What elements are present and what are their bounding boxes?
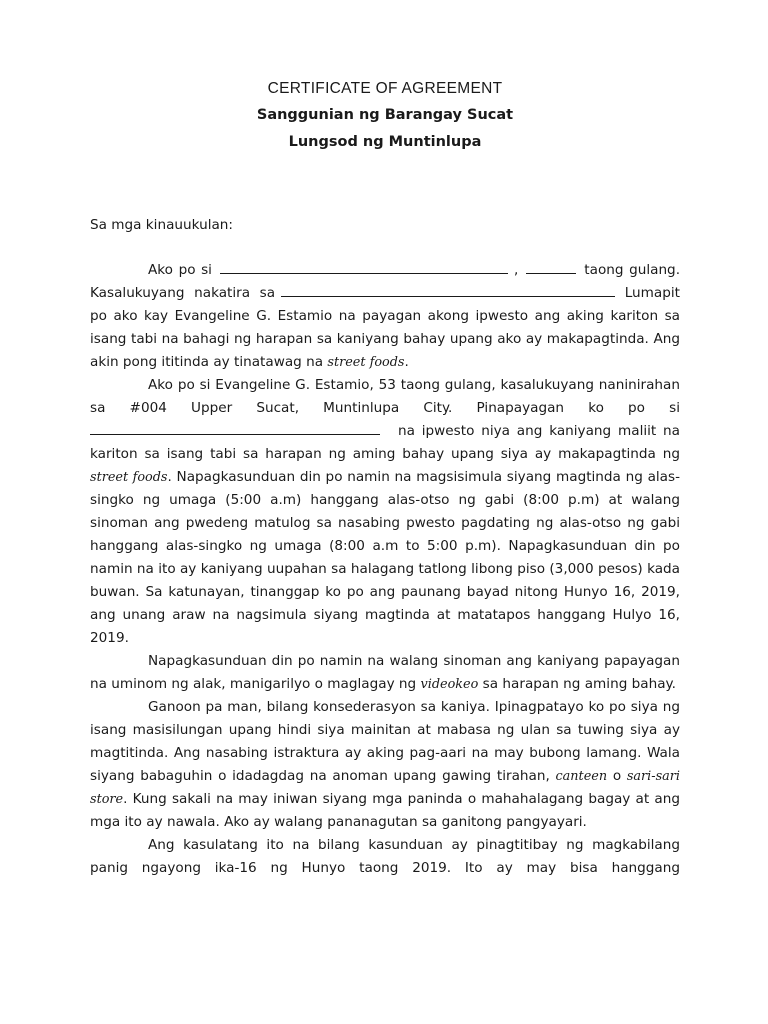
p2-text-a: Ako po si Evangeline G. Estamio, 53 taong gulang, kasalukuyang naninirahan sa #004 Upper Sucat, Muntinlupa City. Pinapayagan ko po si [90,377,680,416]
paragraph-4 [90,696,680,834]
p3-italic-videokeo: videokeo [420,677,479,692]
paragraph-5 [90,834,680,880]
document-subtitle-city: Lungsod ng Muntinlupa [288,134,482,150]
p4-text-e: . Kung sakali na may iniwan siyang mga paninda o mahahalagang bagay at ang mga ito ay nawala. Ako ay walang pananagutan sa ganitong pangyayari. [90,791,680,830]
blank-name-line [220,259,508,274]
document-subtitle-barangay: Sanggunian ng Barangay Sucat [256,107,514,123]
p2-text-b: na ipwesto niya ang kaniyang maliit na kariton sa isang tabi sa harapan ng aming bahay upang siya ay makapagtinda ng [90,423,680,462]
p4-text-a: Ganoon pa man, bilang konsederasyon sa kaniya. Ipinagpatayo ko po siya ng isang masisilungan upang hindi siya mainitan at mabasa ng ulan sa tuwing siya ay magtitinda. Ang nasabing istraktura ay aking pag-aari na may bubong lamang. Wala siyang babaguhin o idadagdag na anoman upang gawing tirahan, [90,699,680,784]
blank-address-line [281,282,615,297]
paragraph-2 [90,374,680,650]
p3-text-c: sa harapan ng aming bahay. [482,676,676,692]
p4-italic-sari-sari: sari-sari store [90,769,680,807]
p5-text-a: Ang kasulatang ito na bilang kasunduan ay pinagtitibay ng magkabilang panig ngayong ika-16 ng Hunyo taong 2019. Ito ay may bisa hanggang [90,837,680,876]
p1-text-f: . [404,354,409,370]
title-block [90,0,680,156]
p1-comma: , [513,262,519,278]
p1-text-c: gulang. Kasalukuyang nakatira sa [90,262,681,301]
paragraph-3 [90,650,680,696]
p1-text-b: taong [584,262,624,278]
p3-text-a: Napagkasunduan din po namin na walang sinoman ang kaniyang papayagan na uminom ng alak, manigarilyo o maglagay ng [90,653,680,692]
p2-italic-street-foods: street foods [90,470,168,485]
document-body [90,259,680,880]
paragraph-1 [90,259,680,374]
p2-text-d: . Napagkasunduan din po namin na magsisimula siyang magtinda ng alas-singko ng umaga (5:00 a.m) hanggang alas-otso ng gabi (8:00 p.m) at walang sinoman ang pwedeng matulog sa nasabing pwesto pagdating ng alas-otso ng gabi hanggang alas-singko ng umaga (8:00 a.m to 5:00 p.m). Napagkasunduan din po namin na ito ay kaniyang uupahan sa halagang tatlong libong piso (3,000 pesos) kada buwan. Sa katunayan, tinanggap ko po ang paunang bayad nitong Hunyo 16, 2019, ang unang araw na nagsimula siyang magtinda at matatapos hanggang Hulyo 16, 2019. [90,469,680,646]
blank-age-line [526,259,576,274]
p1-italic-street-foods: street foods [327,355,405,370]
p4-italic-canteen: canteen [555,769,608,784]
document-title: CERTIFICATE OF AGREEMENT [267,80,503,97]
salutation: Sa mga kinauukulan: [90,217,233,233]
p1-text-d: Lumapit po ako kay Evangeline G. Estamio na payagan akong ipwesto ang aking kariton sa isang tabi na bahagi ng harapan sa kaniyang bahay upang ako ay makapagtinda. Ang akin pong ititinda ay tinatawag na [90,285,680,370]
p4-text-c: o [612,768,622,784]
blank-vendor-name-line [90,420,380,435]
p1-text-a: Ako po si [148,262,212,278]
